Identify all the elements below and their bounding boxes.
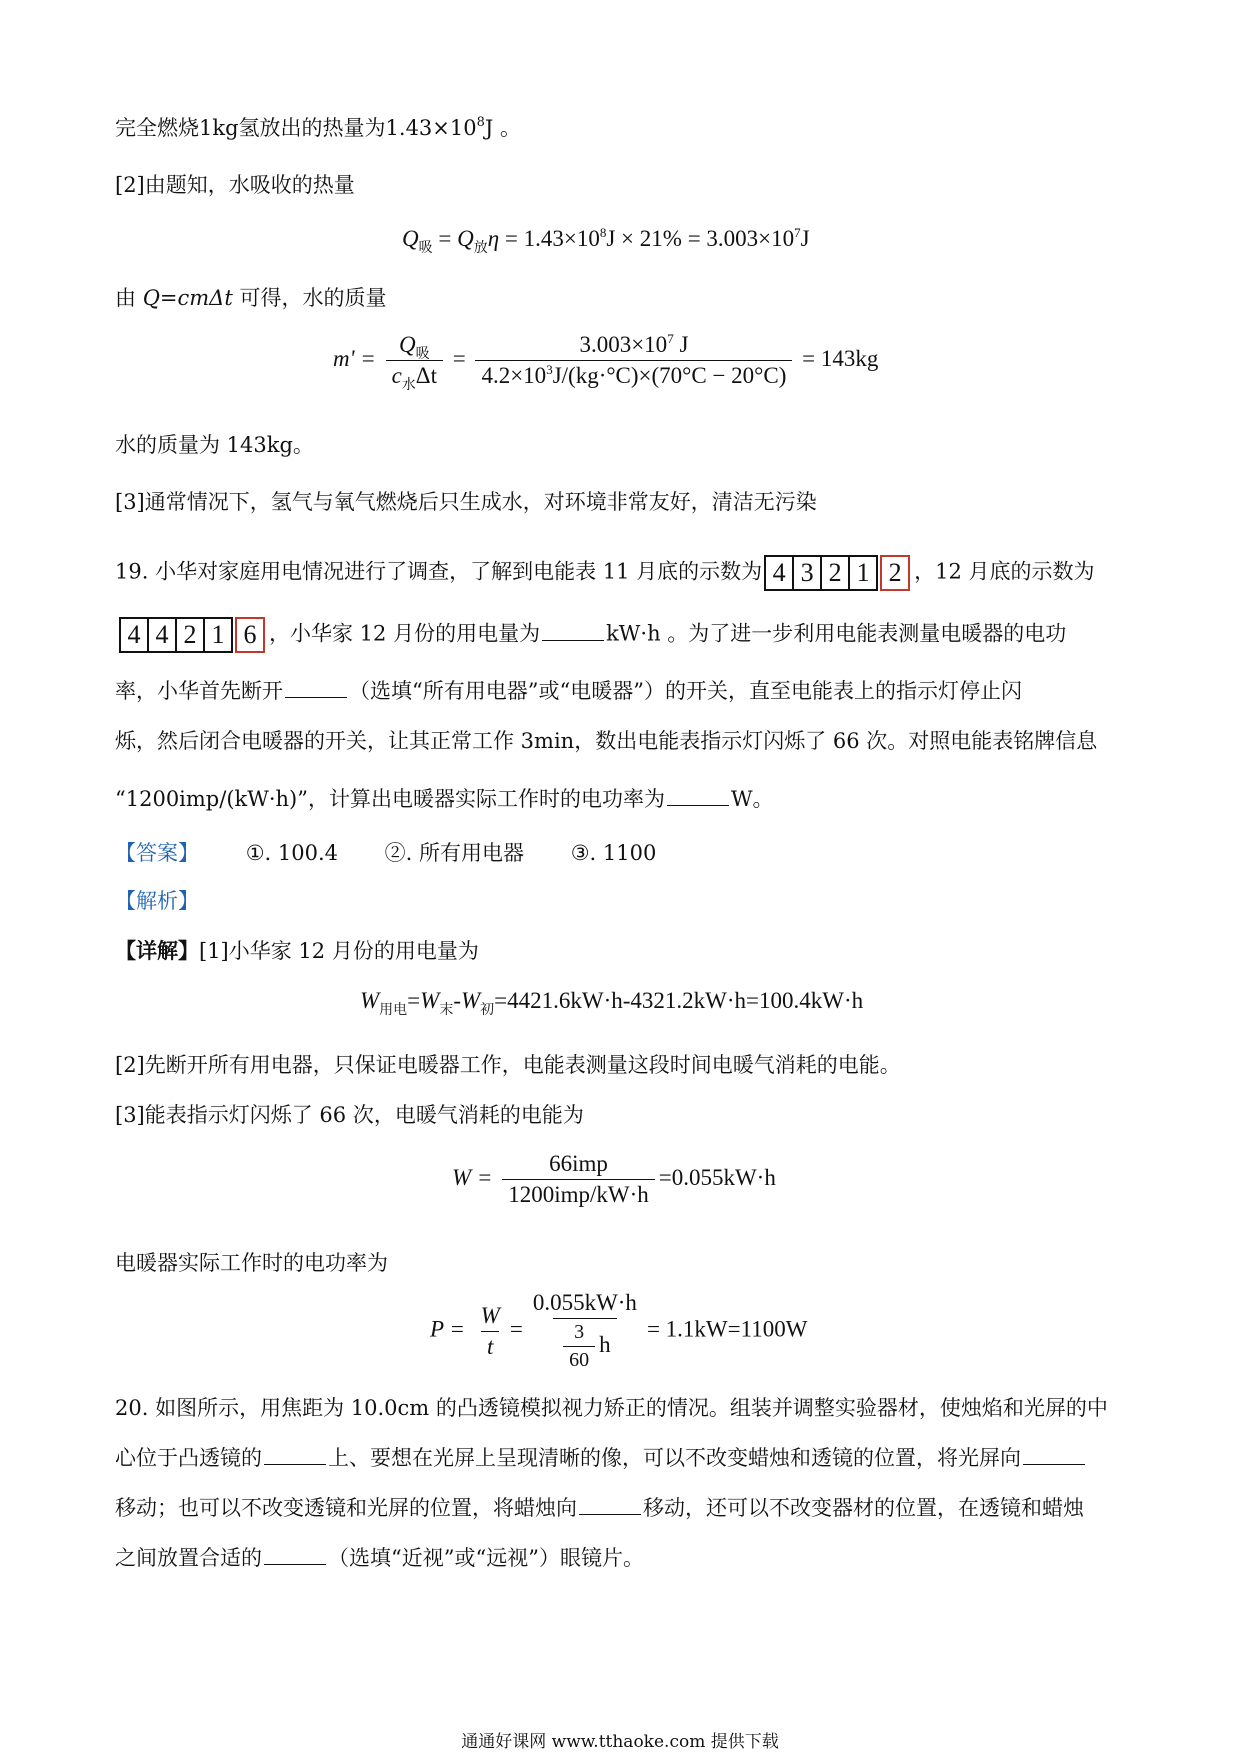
denominator: 1200imp/kW·h bbox=[502, 1179, 655, 1208]
text: h bbox=[599, 1331, 611, 1357]
answer-blank-5[interactable] bbox=[1023, 1444, 1085, 1465]
text: kW·h 。为了进一步利用电能表测量电暖器的电功 bbox=[606, 621, 1067, 646]
paragraph-mass-intro bbox=[115, 283, 386, 313]
meter-digit: 2 bbox=[820, 555, 850, 591]
answer-blank-1[interactable] bbox=[542, 620, 604, 641]
question-19-line-1 bbox=[115, 555, 1095, 591]
text: 氢放出的热量为 bbox=[238, 116, 386, 140]
question-20-line-2 bbox=[115, 1443, 1087, 1473]
answer-line bbox=[115, 838, 656, 868]
meter-decimal-digit: 2 bbox=[880, 555, 910, 591]
symbol: Q bbox=[402, 226, 419, 251]
question-19-line-3 bbox=[115, 676, 1022, 706]
meter-digit: 4 bbox=[764, 555, 794, 591]
fraction bbox=[475, 1303, 506, 1360]
text: 之间放置合适的 bbox=[115, 1546, 262, 1570]
denominator bbox=[553, 1318, 617, 1372]
text: （选填“所有用电器”或“电暖器”）的开关，直至电能表上的指示灯停止闪 bbox=[349, 679, 1022, 703]
text: =0.055kW·h bbox=[658, 1164, 776, 1190]
answer-2: ②. 所有用电器 bbox=[384, 841, 525, 865]
paragraph-step-2b: [2]先断开所有用电器，只保证电暖器工作，电能表测量这段时间电暖气消耗的电能。 bbox=[115, 1053, 901, 1077]
paragraph-power-intro: 电暖器实际工作时的电功率为 bbox=[115, 1251, 388, 1275]
fraction bbox=[563, 1321, 595, 1372]
answer-blank-7[interactable] bbox=[264, 1544, 326, 1565]
text: 4.2×10 bbox=[481, 363, 547, 388]
text: 3.003×10 bbox=[579, 332, 668, 357]
text: = 1.43×10 bbox=[504, 226, 600, 251]
exponent: 3 bbox=[546, 362, 553, 377]
text: 移动，还可以不改变器材的位置，在透镜和蜡烛 bbox=[643, 1496, 1084, 1520]
denominator: 60 bbox=[563, 1346, 595, 1372]
answer-blank-6[interactable] bbox=[579, 1494, 641, 1515]
text: 19. 小华对家庭用电情况进行了调查，了解到电能表 11 月底的示数为 bbox=[115, 559, 763, 584]
text: 移动；也可以不改变透镜和光屏的位置，将蜡烛向 bbox=[115, 1496, 577, 1520]
subscript: 初 bbox=[480, 1003, 495, 1018]
text: J bbox=[679, 332, 689, 357]
symbol: W bbox=[360, 988, 380, 1013]
text: [1]小华家 12 月份的用电量为 bbox=[199, 939, 479, 963]
text: “1200imp/(kW·h)”，计算出电暖器实际工作时的电功率为 bbox=[115, 787, 665, 811]
numerator: W bbox=[480, 1302, 500, 1328]
exponent: 8 bbox=[599, 225, 607, 240]
paragraph-step-2: [2]由题知，水吸收的热量 bbox=[115, 173, 355, 197]
symbol: W bbox=[420, 988, 440, 1013]
paragraph-step-3: [3]通常情况下，氢气与氧气燃烧后只生成水，对环境非常友好，清洁无污染 bbox=[115, 490, 817, 514]
text: 1kg bbox=[199, 116, 239, 140]
meter-digit: 4 bbox=[147, 617, 177, 653]
formula: Q=cmΔt bbox=[142, 286, 233, 310]
symbol: η bbox=[487, 226, 500, 251]
text: 上、要想在光屏上呈现清晰的像，可以不改变蜡烛和透镜的位置，将光屏向 bbox=[328, 1446, 1021, 1470]
symbol: Q bbox=[398, 332, 416, 357]
page-footer: 通通好课网 www.tthaoke.com 提供下载 bbox=[461, 1732, 779, 1752]
exponent: 8 bbox=[476, 115, 485, 130]
subscript: 末 bbox=[439, 1003, 454, 1018]
question-20-line-1: 20. 如图所示，用焦距为 10.0cm 的凸透镜模拟视力矫正的情况。组装并调整实验器材，使烛焰和光屏的中 bbox=[115, 1396, 1108, 1420]
question-19-line-5 bbox=[115, 784, 774, 814]
question-20-line-4 bbox=[115, 1543, 644, 1573]
fraction bbox=[386, 332, 443, 393]
text: J bbox=[800, 226, 810, 251]
detail-line bbox=[115, 936, 479, 966]
text: =4421.6kW·h-4321.2kW·h=100.4kW·h bbox=[494, 988, 864, 1013]
analysis-label: 【解析】 bbox=[115, 889, 199, 913]
detail-label: 【详解】 bbox=[115, 938, 199, 963]
meter-digit: 4 bbox=[119, 617, 149, 653]
text: J × 21% = 3.003×10 bbox=[606, 226, 795, 251]
answer-blank-3[interactable] bbox=[667, 785, 729, 806]
symbol: c bbox=[391, 363, 402, 388]
equation-power: P = $\frac{W}{t}$ = 0.055kW·h $\frac{3}{60}$ h = 1.1kW=1100W bbox=[430, 1290, 808, 1371]
numerator: 0.055kW·h bbox=[532, 1290, 637, 1315]
numerator: 66imp bbox=[549, 1151, 608, 1176]
equation-electricity-used: $W_{用电}=W_末-W_初=4421.6kW\cdot h-4321.2kW\cdot h=100.4kW\cdot h$ bbox=[360, 988, 864, 1018]
text: W。 bbox=[730, 787, 774, 811]
text: 由 bbox=[115, 286, 136, 310]
text: = 1.1kW=1100W bbox=[646, 1316, 808, 1342]
paragraph-mass-result: 水的质量为 143kg。 bbox=[115, 433, 314, 457]
equation-water-mass: m' = $\frac{Q_吸}{c_水\Delta t}$ = $\frac{3.003\times 10^7 J}{4.2\times 10^3J/(kg\cdot^\circ C)\times(70^\circ C - 20^\circ C)}$ = 143kg bbox=[333, 331, 879, 393]
exponent: 7 bbox=[794, 225, 801, 240]
subscript: 水 bbox=[401, 378, 416, 393]
denominator: t bbox=[481, 1331, 499, 1360]
meter-digit: 1 bbox=[203, 617, 233, 653]
question-19-line-4: 烁，然后闭合电暖器的开关，让其正常工作 3min，数出电能表指示灯闪烁了 66 次。对照电能表铭牌信息 bbox=[115, 729, 1098, 753]
text: 1.43×10 bbox=[385, 116, 477, 140]
meter-digit: 1 bbox=[848, 555, 878, 591]
equation-energy bbox=[452, 1151, 776, 1208]
subscript: 放 bbox=[473, 241, 488, 256]
meter-reading-november bbox=[766, 555, 910, 591]
text: ，12 月底的示数为 bbox=[914, 559, 1095, 584]
text: = 143kg bbox=[802, 345, 879, 371]
paragraph-hydrogen-heat bbox=[115, 113, 521, 143]
meter-digit: 2 bbox=[175, 617, 205, 653]
meter-digit: 3 bbox=[792, 555, 822, 591]
answer-blank-4[interactable] bbox=[264, 1444, 326, 1465]
fraction bbox=[502, 1151, 655, 1208]
meter-decimal-digit: 6 bbox=[235, 617, 265, 653]
fraction bbox=[475, 332, 792, 389]
answer-3: ③. 1100 bbox=[570, 841, 657, 865]
text: J 。 bbox=[484, 116, 521, 140]
fraction bbox=[527, 1290, 643, 1372]
text: 心位于凸透镜的 bbox=[115, 1446, 262, 1470]
answer-1: ①. 100.4 bbox=[245, 841, 338, 865]
symbol: P = bbox=[430, 1316, 465, 1342]
symbol: W bbox=[461, 988, 481, 1013]
symbol: m' = bbox=[333, 345, 376, 371]
question-20-line-3 bbox=[115, 1493, 1084, 1523]
symbol: Q bbox=[457, 226, 474, 251]
symbol: Δt bbox=[415, 363, 437, 388]
text: 率，小华首先断开 bbox=[115, 679, 283, 703]
text: J/(kg·°C)×(70°C − 20°C) bbox=[552, 363, 787, 388]
exponent: 7 bbox=[667, 331, 674, 346]
text: 可得，水的质量 bbox=[239, 286, 387, 310]
question-19-line-2 bbox=[117, 617, 1066, 653]
numerator: 3 bbox=[574, 1321, 585, 1343]
symbol: W = bbox=[452, 1164, 493, 1190]
subscript: 用电 bbox=[379, 1003, 408, 1018]
text: ，小华家 12 月份的用电量为 bbox=[269, 621, 541, 646]
text: （选填“近视”或“远视”）眼镜片。 bbox=[328, 1546, 644, 1570]
answer-blank-2[interactable] bbox=[285, 677, 347, 698]
meter-reading-december bbox=[121, 617, 265, 653]
answer-label: 【答案】 bbox=[115, 841, 199, 865]
subscript: 吸 bbox=[415, 347, 430, 362]
subscript: 吸 bbox=[418, 241, 433, 256]
paragraph-step-3b: [3]能表指示灯闪烁了 66 次，电暖气消耗的电能为 bbox=[115, 1103, 584, 1127]
text: 完全燃烧 bbox=[115, 116, 199, 140]
equation-heat-absorbed: $Q_吸 = Q_放\eta = 1.43\times 10^8J \times 21\% = 3.003\times 10^7J$ bbox=[402, 225, 810, 256]
